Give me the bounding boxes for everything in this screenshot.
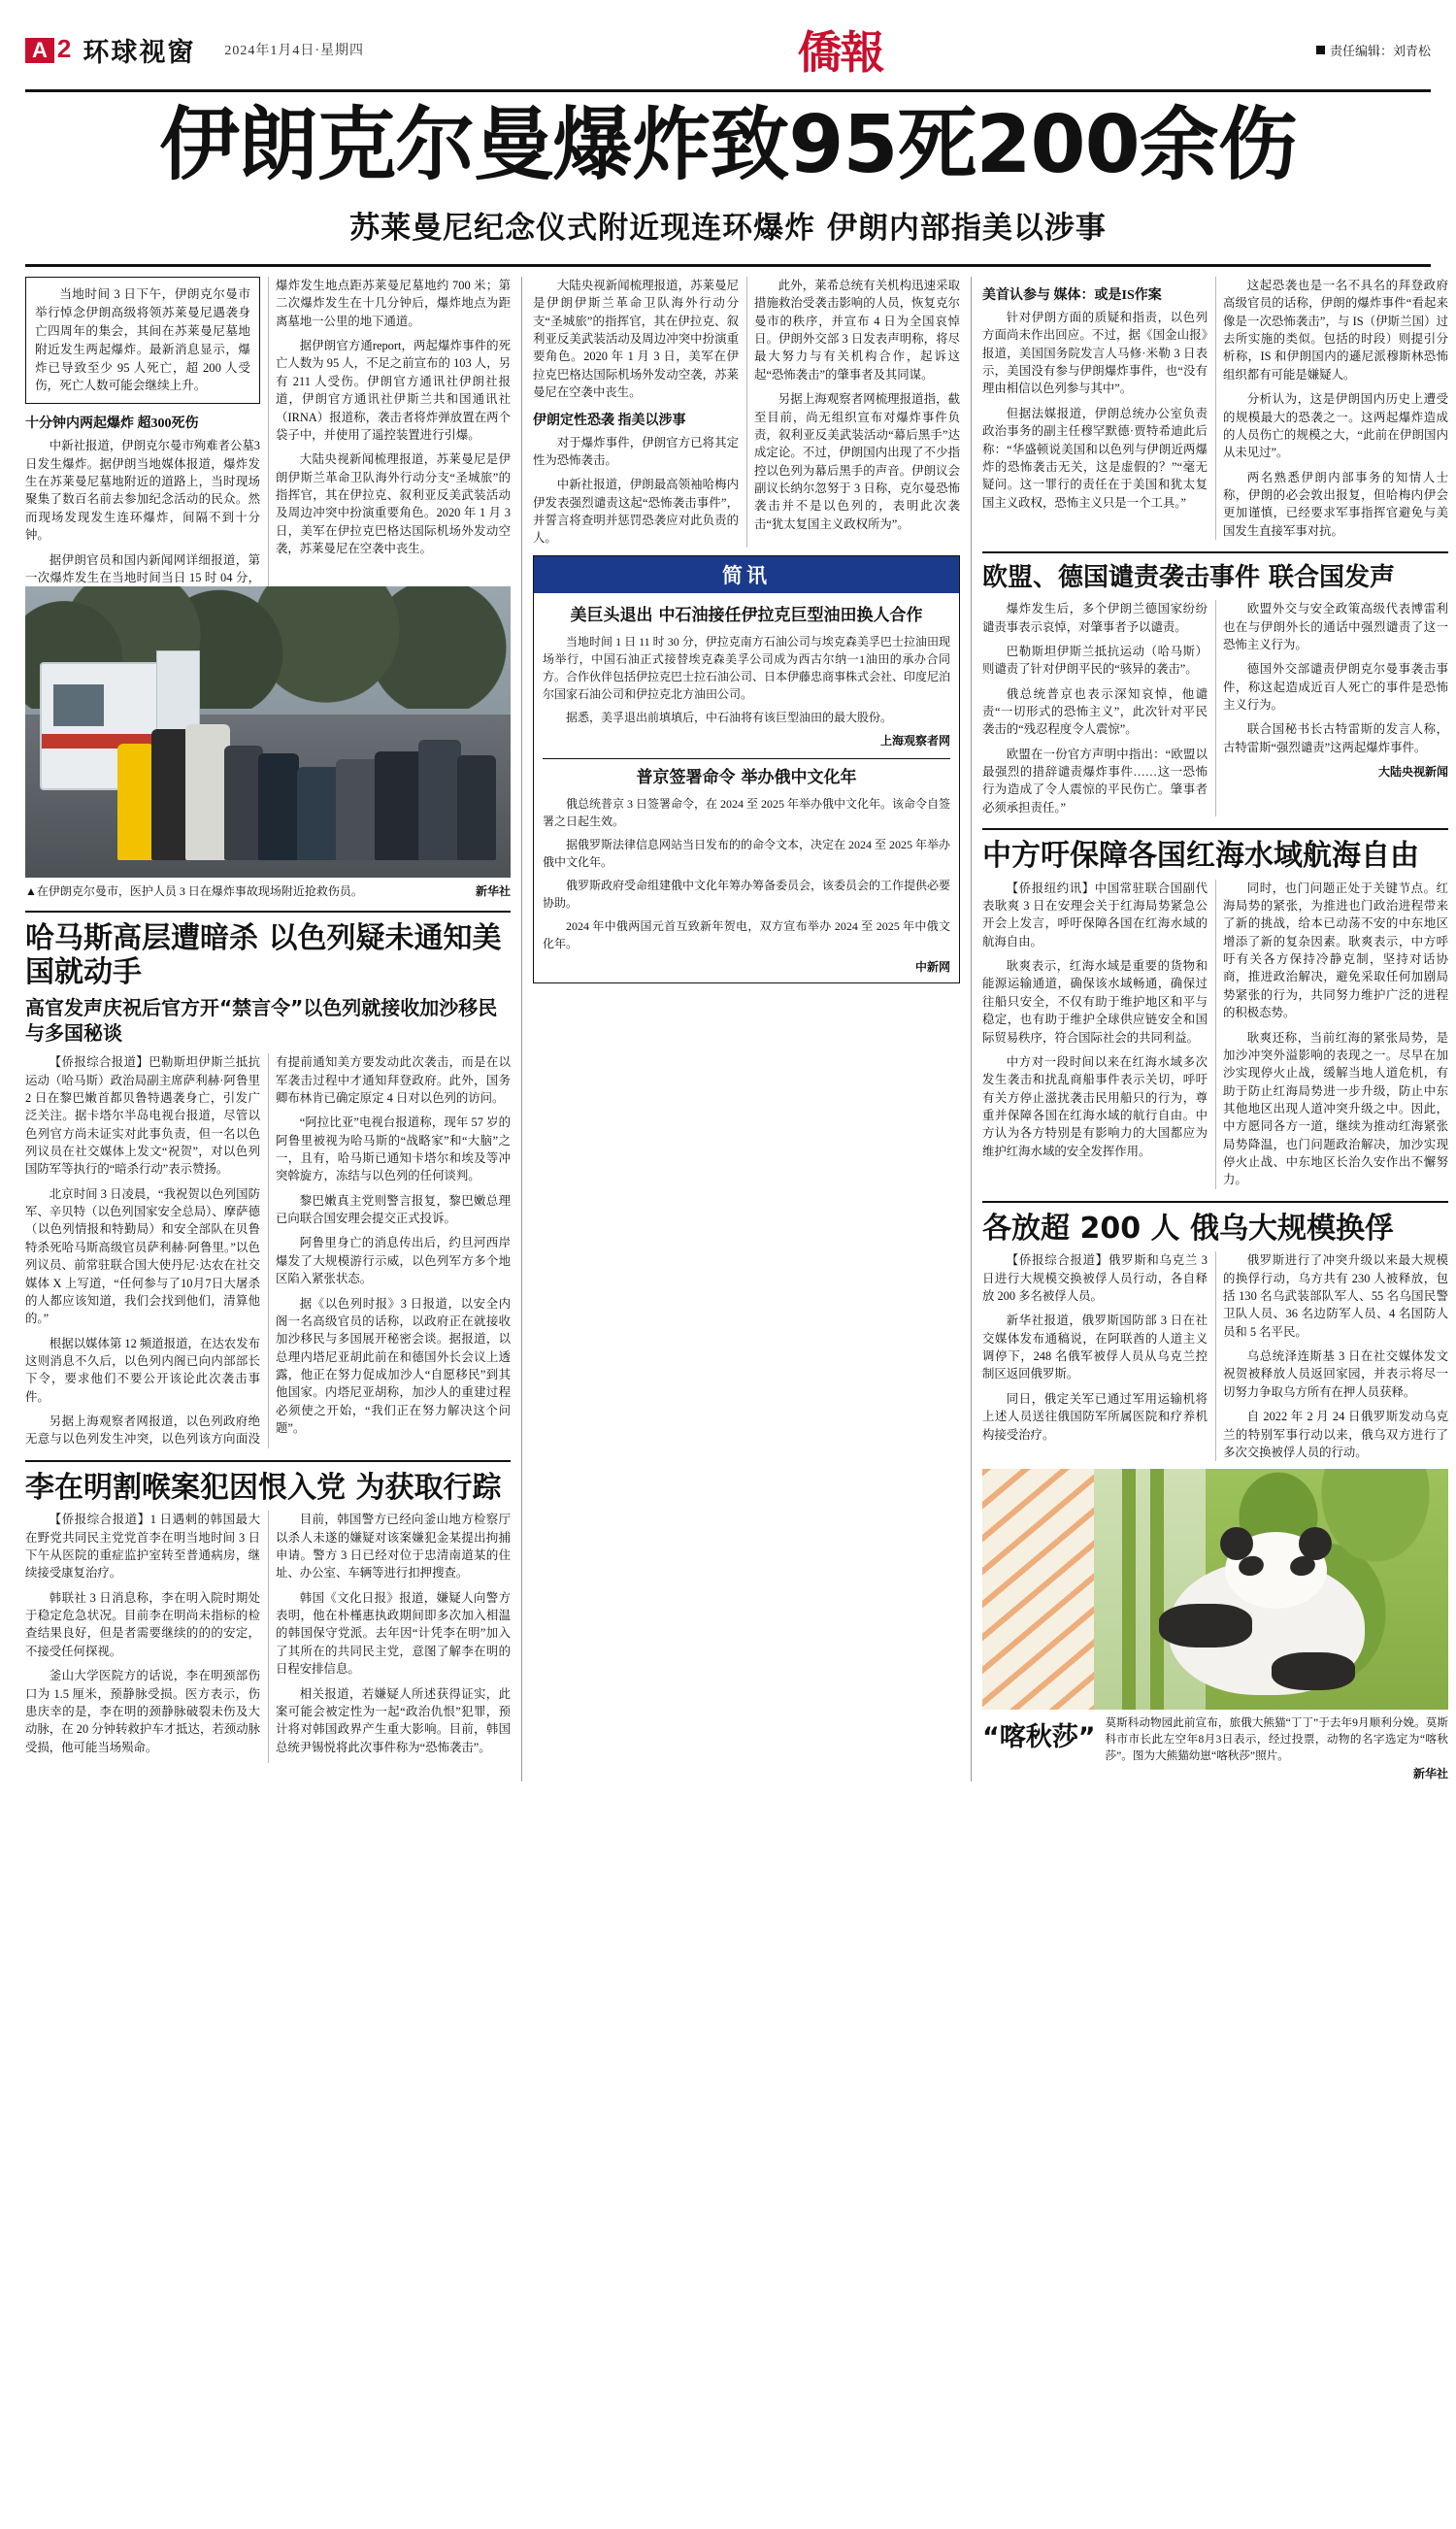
photo-bamboo-stalk: [1122, 1469, 1136, 1710]
redsea-p0: 【侨报纽约讯】中国常驻联合国副代表耿爽 3 日在安理会关于红海局势紧急公开会上发言，呼吁保障各国在红海水域的航海自由。: [982, 881, 1208, 948]
pow-p5: 自 2022 年 2 月 24 日俄罗斯发动乌克兰的特别军事行动以来，俄乌双方进行了多次交换被俘人员的行动。: [1223, 1410, 1448, 1459]
redsea-p3: 同时，也门问题正处于关键节点。红海局势的紧张，为推进也门政治进程带来了新的挑战，给本已动荡不安的中东地区增添了新的复杂因素。耿爽表示，中方呼吁有关各方保持冷静克制，坚持对话协商，推进政治解决，避免采取任何加剧局势紧张的行为，共同努力维护广泛的进程的积极态势。: [1223, 881, 1448, 1020]
divider: [982, 1201, 1448, 1203]
main-photo: [25, 586, 511, 899]
lead-sub1-p0: 中新社报道，伊朗克尔曼市殉难者公墓3日发生爆炸。据伊朗当地媒体报道，爆炸发生在苏莱曼尼墓地附近的道路上，当时现场聚集了数百名前去参加纪念活动的民众。然而现场发现发生连环爆炸，间隔不到十分钟。: [25, 439, 260, 543]
divider: [25, 1460, 511, 1462]
panda-photo-source: 新华社: [1412, 1766, 1448, 1780]
lead-sub2-p3: 另据上海观察者网梳理报道指，截至目前，尚无组织宣布对爆炸事件负责，叙利亚反美武装活动“幕后黑手”达成定论。不过，伊朗国内出现了不少指控以色列为幕后黑手的声音。伊朗议会副议长纳尔忽努于 3 日称，克尔曼恐怖袭击并不是以色列的，表明此次袭击“犹太复国主义政权所为”。: [754, 392, 960, 531]
main-columns: [25, 277, 1448, 1781]
section-title: 环球视窗: [83, 37, 196, 67]
panda-photo-caption: 莫斯科动物园此前宣布，旅俄大熊猫“丁丁”于去年9月顺利分娩。莫斯科市市长此左空年8月3日表示，经过投票，动物的名字选定为“喀秋莎”。图为大熊猫幼崽“喀秋莎”照片。: [1105, 1716, 1448, 1762]
lead-lede: 当地时间 3 日下午，伊朗克尔曼市举行悼念伊朗高级将领苏莱曼尼遇袭身亡四周年的集会，其间在苏莱曼尼墓地附近发生两起爆炸。最新消息显示，爆炸已导致至少 95 人死亡，超 200 人受伤，死亡人数可能会继续上升。: [35, 287, 250, 393]
lead-sub1-p3: 大陆央视新闻梳理报道，苏莱曼尼是伊朗伊斯兰革命卫队海外行动分支“圣城旅”的指挥官，其在伊拉克、叙利亚反美武装活动及周边冲突中扮演重要角色。2020 年 1 月 3 日，美军在伊拉克巴格达国际机场外发动空袭，苏莱曼尼在空袭中丧生。: [276, 452, 511, 556]
editor-credit: [1316, 41, 1431, 59]
hamas-subhead: 高官发声庆祝后官方开“禁言令”以色列就接收加沙移民与多国秘谈: [25, 996, 498, 1046]
eu-p3: 欧盟在一份官方声明中指出：“欧盟以最强烈的措辞谴责爆炸事件……这一恐怖行为造成了令人震惊的平民伤亡。肇事者必须承担责任。”: [982, 747, 1208, 815]
panda-photo: [982, 1469, 1448, 1780]
panda-leg: [1272, 1652, 1355, 1691]
editor-name: 责任编辑：刘青松: [1329, 43, 1431, 58]
lee-body: [25, 1511, 511, 1763]
eu-body: [982, 600, 1448, 816]
pow-p4: 乌总统泽连斯基 3 日在社交媒体发文祝贺被释放人员返回家园，并表示将尽一切努力争取乌方所有在押人员获释。: [1223, 1349, 1448, 1399]
person: [457, 755, 496, 860]
main-photo-caption: [25, 882, 511, 899]
brief-2-p2: 俄罗斯政府受命组建俄中文化年筹办筹备委员会，该委员会的工作提供必要协助。: [543, 878, 951, 910]
eu-p5: 德国外交部谴责伊朗克尔曼事袭击事件，称这起造成近百人死亡的事件是恐怖主义行为。: [1223, 662, 1448, 713]
divider: [25, 911, 511, 913]
redsea-p2: 中方对一段时间以来在红海水域多次发生袭击和扰乱商船事件表示关切，呼吁有关方停止滋扰袭击民用船只的行为，尊重并保障各国在红海水域的航行自由。中方认为各方特别是有影响力的大国都应为维护红海水域的安全发挥作用。: [982, 1054, 1208, 1158]
hamas-p2: 根据以媒体第 12 频道报道，在达农发布这则消息不久后，以色列内阁已向内部部长下令，要求他们不要公开该论此次袭击事件。: [25, 1336, 260, 1404]
headline-divider: [25, 264, 1431, 267]
person: [117, 744, 154, 860]
lead-sub3-p3: 分析认为，这是伊朗国内历史上遭受的规模最大的恐袭之一。这两起爆炸造成的人员伤亡的规模之大，“此前在伊朗国内从未见过”。: [1223, 392, 1448, 460]
brief-1-p0: 当地时间 1 日 11 时 30 分，伊拉克南方石油公司与埃克森美孚巴士拉油田现场举行，中国石油正式接替埃克森美孚公司成为西古尔纳一1油田的承办合同方。合作伙伴包括伊拉克巴士拉石油公司、日本伊藤忠商事株式会社、印度尼泊尔国家石油公司和伊拉克北方油田公司。: [543, 634, 951, 701]
masthead: [25, 17, 1431, 92]
brief-1-p1: 据悉，美孚退出前填填后，中石油将有该巨型油田的最大股份。: [566, 710, 893, 724]
briefs-title: 简讯: [534, 556, 959, 593]
lead-story-text: [25, 277, 511, 586]
brief-2-headline: 普京签署命令 举办俄中文化年: [636, 767, 857, 787]
paper-logo: 僑報: [797, 26, 883, 79]
panda-caption-row: [982, 1715, 1448, 1780]
hamas-p4: “阿拉比亚”电视台报道称，现年 57 岁的阿鲁里被视为哈马斯的“战略家”和“大脑”之一，且有，哈马斯已通知卡塔尔和埃及等冲突斡旋方，冻结与以色列的任何谈判。: [276, 1115, 511, 1183]
lead-sub2-p1: 中新社报道，伊朗最高领袖哈梅内伊发表强烈谴责这起“恐怖袭击事件”，并誓言将查明并惩罚恐袭应对此负责的人。: [533, 478, 739, 546]
hamas-p7: 据《以色列时报》3 日报道，以安全内阁一名高级官员的话称，以政府正在就接收加沙移民与多国展开秘密会谈。据报道，以总理内塔尼亚胡此前在和德国外长会议上透露，他正在努力促成加沙人“自愿移民”到其他国家。内塔尼亚胡称，加沙人的重建过程必须使之开始，“我们正在努力解决这个问题”。: [276, 1296, 511, 1436]
column-divider: [521, 277, 522, 1781]
main-photo-scene: [25, 586, 511, 878]
lead-story-continued: [533, 277, 960, 548]
lee-p0: 【侨报综合报道】1 日遇刺的韩国最大在野党共同民主党党首李在明当地时间 3 日下午从医院的重症监护室转至普通病房，继续接受康复治疗。: [25, 1513, 260, 1581]
lee-p2: 釜山大学医院方的话说，李在明颈部伤口为 1.5 厘米，预静脉受损。医方表示，伤患庆幸的是，李在明的颈静脉破裂未伤及大动脉，在 20 分钟转救护车才抵达，若颈动脉受损，他可能当场殒命。: [25, 1669, 260, 1754]
page-badge-number: 2: [56, 34, 72, 63]
person: [224, 746, 263, 860]
brief-divider: [543, 758, 950, 759]
briefs-content: [534, 593, 959, 982]
lee-p4: 韩国《文化日报》报道，嫌疑人向警方表明，他在朴槿惠执政期间即多次加入相温的韩国保守党派。去年因“计凭李在明”加入了其所在的共同民主党，意图了解李在明的日程安排信息。: [276, 1590, 511, 1677]
lead-sub3-p1: 但据法媒报道，伊朗总统办公室负责政治事务的副主任穆罕默德·贾特希迪此后称：“华盛顿说美国和以色列与伊朗近两爆炸的恐怖袭击无关，这是虚假的？”“毫无疑问。这一罪行的责任在于美国和犹太复国主义政权，恐怖主义只是一个工具。”: [982, 406, 1208, 510]
hamas-body: [25, 1053, 511, 1448]
lead-cont-p0: 大陆央视新闻梳理报道，苏莱曼尼是伊朗伊斯兰革命卫队海外行动分支“圣城旅”的指挥官，其在伊拉克、叙利亚反美武装活动及周边冲突中扮演重要角色。2020 年 1 月 3 日，美军在伊拉克巴格达国际机场外发动空袭，苏莱曼尼在空袭中丧生。: [533, 279, 739, 400]
pow-p3: 俄罗斯进行了冲突升级以来最大规模的换俘行动，乌方共有 230 人被释放，包括 130 名乌武装部队军人、55 名乌国民警卫队人员、36 名边防军人员、4 名国防人员和 5 名平民。: [1223, 1253, 1448, 1339]
column-right: [982, 277, 1448, 1781]
eu-p0: 爆炸发生后，多个伊朗兰德国家纷纷谴责事表示哀悼，对肇事者予以谴责。: [982, 602, 1208, 634]
lead-sub3-body: [982, 277, 1448, 540]
hamas-p6: 阿鲁里身亡的消息传出后，约旦河西岸爆发了大规模游行示威，以色列军方多个地区陷入紧张状态。: [276, 1236, 511, 1286]
hamas-p5: 黎巴嫩真主党则警言报复，黎巴嫩总理已向联合国安理会提交正式投诉。: [276, 1193, 511, 1226]
lee-headline: 李在明割喉案犯因恨入党 为获取行踪: [25, 1470, 502, 1505]
lead-sub1-heading: 十分钟内两起爆炸 超300死伤: [25, 416, 199, 432]
briefs-box: [533, 555, 960, 983]
hamas-p1: 北京时间 3 日凌晨，“我祝贺以色列国防军、辛贝特（以色列国家安全总局）、摩萨德（以色列情报和特勤局）和安全部队在贝鲁特杀死哈马斯高级官员萨利赫·阿鲁里。”以色列议员、前常驻联合国大使丹尼·达农在社交媒体 X 上写道，“任何参与了10月7日大屠杀的人都应该知道，我们会找到他们，清算他的。”: [25, 1186, 260, 1326]
lead-sub3-heading: 美首认参与 媒体：或是IS作案: [982, 288, 1162, 303]
lead-headline-block: [25, 92, 1431, 250]
column-middle: [533, 277, 960, 1781]
pow-p2: 同日，俄定关军已通过军用运输机将上述人员送往俄国防军所属医院和疗养机构接受治疗。: [982, 1391, 1208, 1442]
lee-p5: 相关报道，若嫌疑人所述获得证实，此案可能会被定性为一起“政治仇恨”犯罪，预计将对韩国政界产生重大影响。目前，韩国总统尹锡悦将此次事件称为“恐怖袭击”。: [276, 1686, 511, 1754]
lead-sub2-heading: 伊朗定性恐袭 指美以涉事: [533, 413, 686, 428]
column-left: [25, 277, 511, 1781]
redsea-p4: 耿爽还称，当前红海的紧张局势，是加沙冲突外溢影响的表现之一。尽早在加沙实现停火止战，缓解当地人道危机，有助于防止红海局势进一步升级，防止中东其他地区出现人道冲突升级之中。因此，中方愿同各方一道，继续为推动红海紧张局势降温，也门问题政治解决，加沙实现停火止战、中东地区长治久安作出不懈努力。: [1223, 1030, 1448, 1187]
person: [418, 740, 461, 860]
lead-sub2-p0: 对于爆炸事件，伊朗官方已将其定性为恐怖袭击。: [533, 435, 739, 467]
redsea-headline: 中方吁保障各国红海水域航海自由: [982, 839, 1419, 874]
panda-ear-left: [1220, 1527, 1253, 1560]
divider: [982, 828, 1448, 830]
pow-p0: 【侨报综合报道】俄罗斯和乌克兰 3 日进行大规模交换被俘人员行动，各自释放 200 多名被俘人员。: [982, 1253, 1208, 1303]
lead-subhead: 苏莱曼尼纪念仪式附近现连环爆炸 伊朗内部指美以涉事: [349, 211, 1107, 246]
eu-headline: 欧盟、德国谴责袭击事件 联合国发声: [982, 563, 1396, 593]
lead-sub1-p1: 据伊朗官员和国内新闻网详细报道，第一次爆炸发生在当地时间当日 15 时 04 分，爆炸发生地点距苏莱曼尼墓地约 700 米；第二次爆炸发生在十几分钟后，爆炸地点为距离墓地一公里的地下通道。: [25, 279, 511, 584]
pow-p1: 新华社报道，俄罗斯国防部 3 日在社交媒体发布通稿说，在阿联酋的人道主义调停下，248 名俄军被俘人员从乌克兰控制区返回俄罗斯。: [982, 1314, 1208, 1381]
panda-photo-scene: [982, 1469, 1448, 1710]
lead-sub3-p4: 两名熟悉伊朗内部事务的知情人士称，伊朗的必会敦出报复，但哈梅内伊会更加谨慎，已经要求军事指挥官避免与美国发生直接军事对抗。: [1223, 470, 1448, 538]
lee-p1: 韩联社 3 日消息称，李在明入院时期处于稳定危急状况。目前李在明尚未指标的检查结果良好，但是者需要继续的的的安定，不接受任何探视。: [25, 1590, 260, 1658]
page-badge: [25, 36, 71, 63]
photo-background-pattern: [982, 1469, 1094, 1710]
hamas-headline: 哈马斯高层遭暗杀 以色列疑未通知美国就动手: [25, 921, 502, 989]
brief-2-p1: 据俄罗斯法律信息网站当日发布的的命令文本，决定在 2024 至 2025 年举办俄中文化年。: [543, 837, 951, 869]
panda-arm: [1159, 1604, 1252, 1647]
lee-p3: 目前，韩国警方已经向釜山地方检察厅以杀人未遂的嫌疑对该案嫌犯金某提出拘捕申请。警方 3 日已经对位于忠清南道某的住址、办公室、车辆等进行扣押搜查。: [276, 1513, 511, 1581]
pow-headline: 各放超 200 人 俄乌大规模换俘: [982, 1211, 1394, 1246]
main-photo-caption-text: ▲在伊朗克尔曼市，医护人员 3 日在爆炸事故现场附近抢救伤员。: [25, 884, 363, 899]
redsea-body: [982, 880, 1448, 1189]
divider: [982, 551, 1448, 553]
eu-p6: 联合国秘书长古特雷斯的发言人称，古特雷斯“强烈谴责”这两起爆炸事件。: [1223, 722, 1448, 754]
masthead-left: [25, 31, 364, 69]
brief-1-source: 上海观察者网: [879, 733, 950, 748]
brief-2-p3: 2024 年中俄两国元首互致新年贺电，双方宣布举办 2024 至 2025 年中俄文化年。: [543, 918, 950, 950]
hamas-p3: 另据上海观察者网报道，以色列政府绝无意与以色列发生冲突，以色列该方向面没有提前通知美方要发动此次袭击，而是在以军袭击过程中才通知拜登政府。此外，国务卿布林肯已确定原定 4 日对以色列的访问。: [25, 1055, 511, 1447]
redsea-p1: 耿爽表示，红海水域是重要的货物和能源运输通道，确保该水域畅通，确保过往船只安全，不仅有助于维护地区和平与稳定，也有助于维护全球供应链安全和国际贸易秩序，符合国际社会的共同利益。: [982, 959, 1208, 1045]
lead-sub1-p2: 据伊朗官方通report，两起爆炸事件的死亡人数为 95 人，不足之前宣布的 103 人，另有 211 人受伤。伊朗官方通讯社伊朗社报道，伊朗官方通讯社伊斯兰共和国通讯社（IRNA）报道称，袭击者将炸弹放置在两个袋子中，并使用了遥控装置进行引爆。: [276, 339, 511, 442]
brief-2-p0: 俄总统普京 3 日签署命令，在 2024 至 2025 年举办俄中文化年。该命令自签署之日起生效。: [543, 796, 951, 828]
person: [258, 753, 299, 860]
brief-2-source: 中新网: [914, 959, 950, 974]
pow-body: [982, 1251, 1448, 1461]
eu-p2: 俄总统普京也表示深知哀悼，他谴责“一切形式的恐怖主义”，此次针对平民袭击的“残忍程度令人震惊”。: [982, 686, 1208, 737]
square-bullet-icon: [1316, 46, 1325, 54]
page-title: 伊朗克尔曼爆炸致95死200余伤: [159, 99, 1297, 191]
lead-lede-box: [25, 277, 260, 404]
hamas-p0: 【侨报综合报道】巴勒斯坦伊斯兰抵抗运动（哈马斯）政治局副主席萨利赫·阿鲁里 2 日在黎巴嫩首都贝鲁特遇袭身亡，引发广泛关注。据卡塔尔半岛电视台报道，尽管以色列官方尚未证实对此事负责，但一名以色列议员在社交媒体上发文“祝贺”，对以色列国防军等执行的“暗杀行动”表示赞扬。: [25, 1055, 260, 1177]
eu-p4: 欧盟外交与安全政策高级代表博雷利也在与伊朗外长的通话中强烈谴责了这一恐怖主义行为。: [1223, 602, 1448, 651]
column-divider: [971, 277, 972, 1781]
main-photo-source: 新华社: [475, 884, 511, 899]
lead-sub3-p2: 这起恐袭也是一名不具名的拜登政府高级官员的话称，伊朗的爆炸事件“看起来像是一次恐怖袭击”，与 IS（伊斯兰国）过去所实施的类似。包括的时段）则提引分析称，IS 和伊朗国内的遜尼派穆斯林恐怖组织都有可能是嫌疑人。: [1223, 279, 1448, 382]
page-badge-letter: A: [25, 38, 54, 63]
issue-date: 2024年1月4日·星期四: [224, 44, 365, 58]
photo-bamboo-stalk: [1150, 1469, 1164, 1710]
eu-p1: 巴勒斯坦伊斯兰抵抗运动（哈马斯）则谴责了针对伊朗平民的“骇异的袭击”。: [982, 644, 1208, 677]
lead-sub2-p2: 此外，莱希总统有关机构迅速采取措施救治受袭击影响的人员，恢复克尔曼市的秩序，并宣布 4 日为全国哀悼日。伊朗外交部 3 日发表声明称，将尽最大努力与有关机构合作，起诉这起“恐怖袭击”的肇事者及其同谋。: [754, 279, 960, 382]
lead-sub3-p0: 针对伊朗方面的质疑和指责，以色列方面尚未作出回应。不过，据《国金山报》报道，美国国务院发言人马修·米勒 3 日表示，美国没有参与伊朗爆炸事件，也“没有理由相信以色列参与其中”。: [982, 311, 1208, 396]
panda-photo-title: “喀秋莎”: [982, 1722, 1096, 1753]
brief-1-headline: 美巨头退出 中石油接任伊拉克巨型油田换人合作: [570, 605, 923, 625]
eu-source: 大陆央视新闻: [1377, 765, 1448, 780]
person: [375, 751, 423, 860]
